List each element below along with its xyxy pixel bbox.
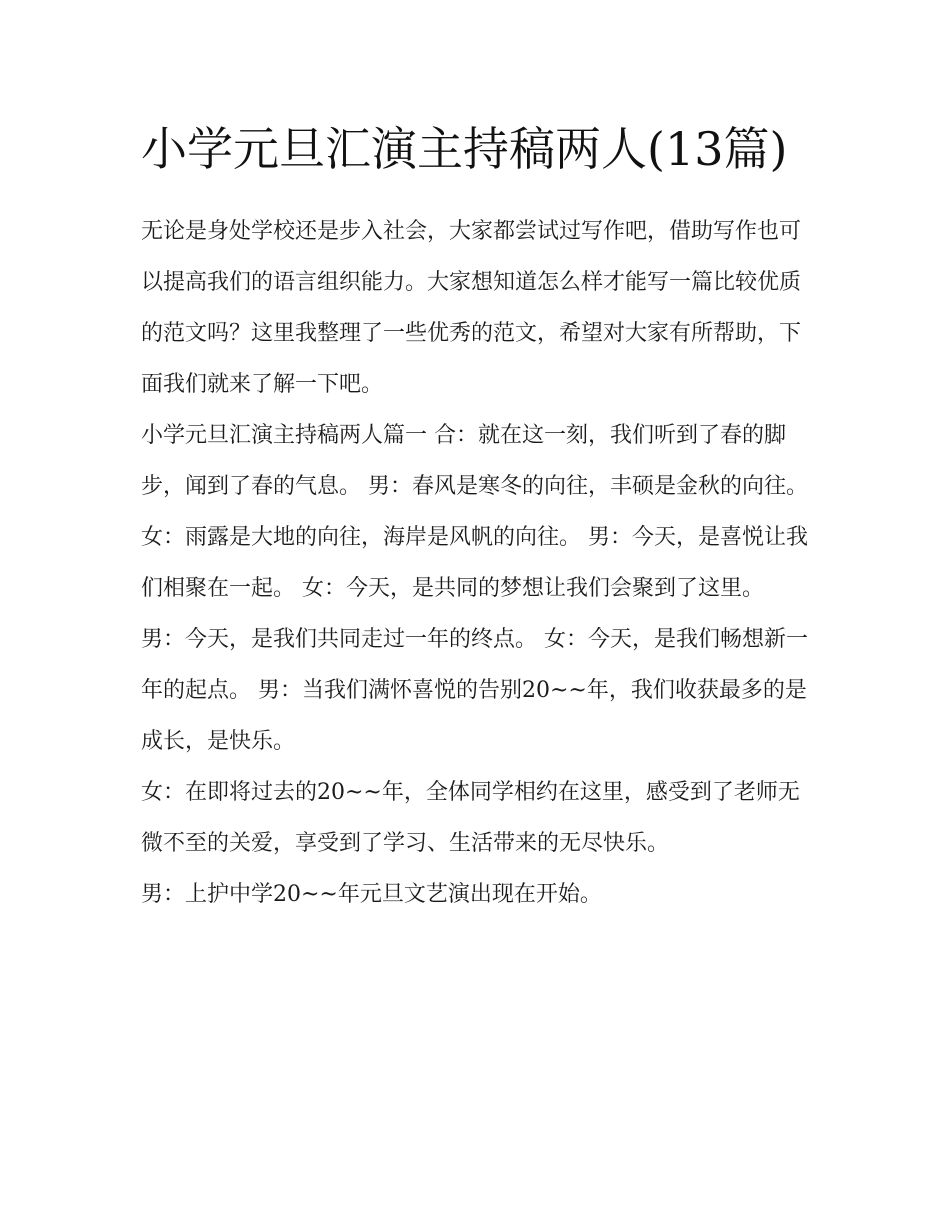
paragraph-4: 女：在即将过去的20~~年，全体同学相约在这里，感受到了老师无微不至的关爱，享受到了学习、生活带来的无尽快乐。	[141, 780, 800, 856]
paragraph-3: 男：今天，是我们共同走过一年的终点。 女：今天，是我们畅想新一年的起点。 男：当我们满怀喜悦的告别20~~年，我们收获最多的是成长，是快乐。	[141, 627, 808, 754]
document-title: 小学元旦汇演主持稿两人(13篇)	[141, 122, 788, 176]
paragraph-intro: 无论是身处学校还是步入社会，大家都尝试过写作吧，借助写作也可以提高我们的语言组织能力。大家想知道怎么样才能写一篇比较优质的范文吗？这里我整理了一些优秀的范文，希望对大家有所帮助，下面我们就来了解一下吧。	[141, 219, 802, 397]
paragraph-1: 小学元旦汇演主持稿两人篇一 合：就在这一刻，我们听到了春的脚步，闻到了春的气息。 男：春风是寒冬的向往，丰硕是金秋的向往。	[141, 423, 808, 499]
document-body	[141, 110, 813, 920]
paragraph-5: 男：上护中学20~~年元旦文艺演出现在开始。	[141, 882, 602, 907]
paragraph-2: 女：雨露是大地的向往，海岸是风帆的向往。 男：今天，是喜悦让我们相聚在一起。 女：今天，是共同的梦想让我们会聚到了这里。	[141, 525, 808, 601]
